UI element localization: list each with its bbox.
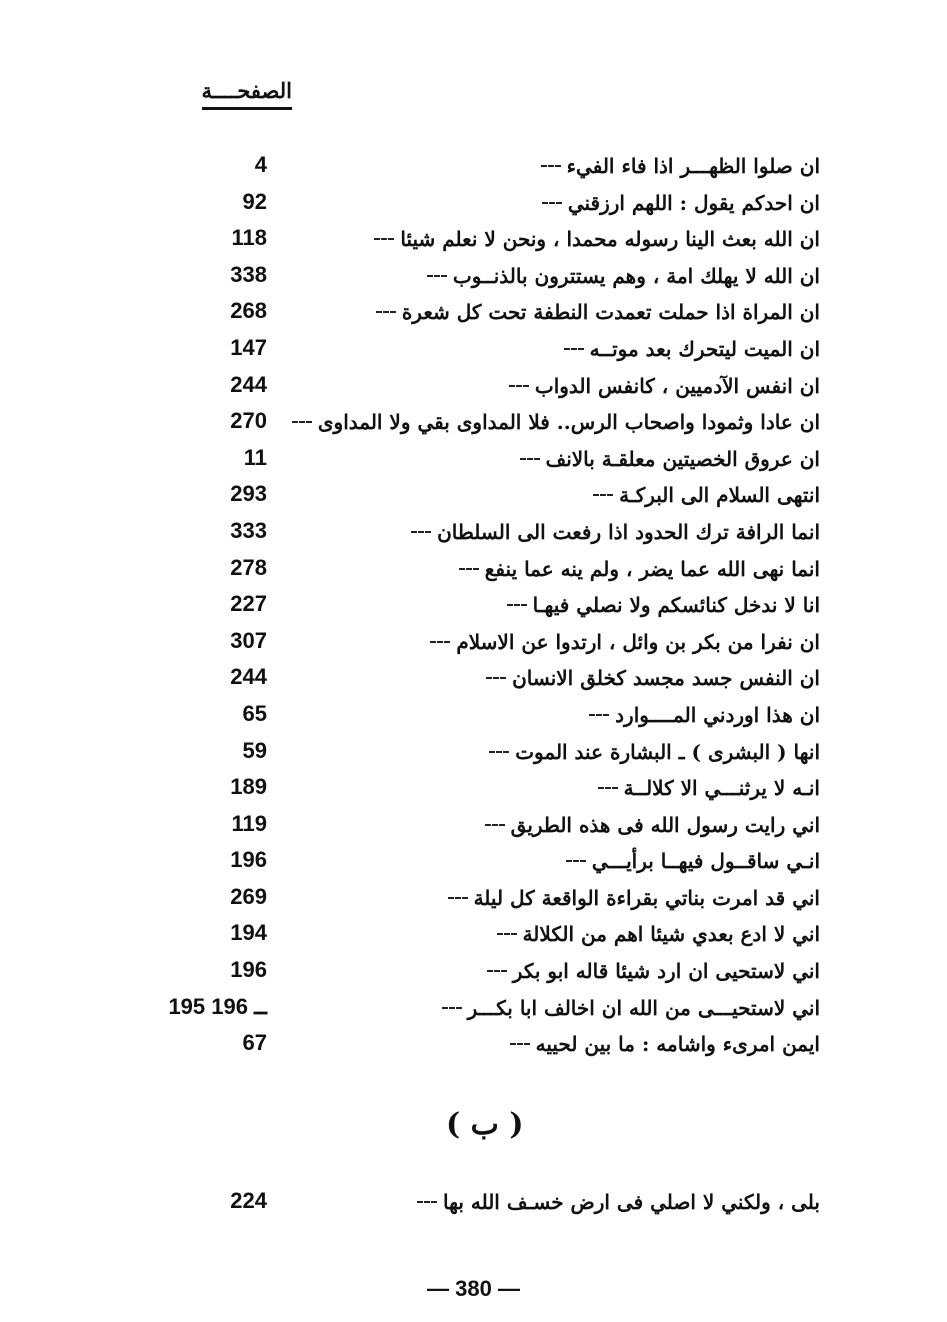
dash-leader [489,751,509,753]
index-entry [542,191,820,215]
index-entry-row [130,555,820,592]
entry-page-number: 338 [230,261,267,287]
entry-text: اني رايت رسول الله فى هذه الطريق [510,812,820,837]
entry-text: انا لا ندخل كنائسكم ولا نصلي فيهـا [532,593,820,618]
dash-leader [510,1043,530,1045]
index-entry-row [130,518,820,555]
index-entry-row [130,591,820,628]
index-entry-row [130,445,820,482]
index-entry-row [130,738,820,775]
dash-leader [448,897,468,899]
index-entry-row [130,994,820,1031]
section-letter-ba: ( ب ) [446,1107,524,1142]
entry-text: ان احدكم يقول : اللهم ارزقني [567,190,820,215]
index-entry-row [130,884,820,921]
entry-text: بلى ، ولكني لا اصلي فى ارض خسـف الله بها [443,1190,820,1214]
entry-page-number: 147 [230,334,267,360]
entry-text: انتهى السلام الى البركـة [619,483,820,508]
entry-page-number: 227 [230,591,267,617]
index-entry-row [130,628,820,665]
dash-leader [485,824,505,826]
index-entry-row [130,1030,820,1067]
entry-page-number: 270 [230,408,267,434]
index-entry-row [130,481,820,518]
dash-leader [292,421,312,423]
entry-text: انـه لا يرثنـــي الا كلالــة [623,776,820,801]
dash-leader [564,348,584,350]
entry-page-number: 65 [242,700,267,726]
dash-leader [598,787,618,789]
entry-page-number: 269 [230,883,267,909]
entry-page-number: 118 [231,225,267,251]
dash-leader [497,933,517,935]
index-entry [442,996,820,1020]
entry-page-number: 278 [230,554,267,580]
entry-page-number: 224 [230,1188,267,1213]
index-entry [593,483,820,507]
index-entry [485,813,820,837]
entry-text: ان الله لا يهلك امة ، وهم يستترون بالذنــوب [452,263,820,288]
page-number-footer: — 380 — [427,1276,520,1301]
entry-page-number: 244 [230,371,267,397]
dash-leader [589,714,609,716]
index-entry [430,630,820,654]
index-entry [520,447,821,471]
entry-page-number: 4 [254,152,267,177]
index-entry-row [130,664,820,701]
entry-text: ايمن امرىء واشامه : ما بين لحييه [535,1032,820,1057]
entry-text: انما الرافة ترك الحدود اذا رفعت الى السلطان [437,519,820,544]
entry-page-number: 244 [230,664,267,690]
entry-text: ان عروق الخصيتين معلقـة بالانف [545,446,820,471]
index-entry [411,520,820,544]
entry-text: ان الميت ليتحرك بعد موتــه [589,336,820,361]
entry-text: اني لاستحيى ان ارد شيئا قاله ابو بكر [512,959,820,984]
entry-text: ان صلوا الظهـــر اذا فاء الفيء [566,154,820,178]
dash-leader [442,1007,462,1009]
index-entry-row [130,189,820,226]
entry-page-number: 307 [230,627,267,653]
index-entry [292,410,820,434]
dash-leader [411,531,431,533]
dash-leader [487,970,507,972]
entry-text: ان هذا اوردني المــــوارد [615,702,820,727]
dash-leader [374,238,394,240]
entry-page-number: 268 [230,298,267,324]
index-entry-row [130,774,820,811]
index-entry-row [130,957,820,994]
dash-leader [520,458,540,460]
dash-leader [541,165,561,167]
entry-text: ان نفرا من بكر بن وائل ، ارتدوا عن الاسلام [456,629,820,654]
index-entry [448,886,820,910]
index-entry [497,922,820,946]
entry-text: اني لاستحيـــى من الله ان اخالف ابا بكـــر [467,995,820,1020]
index-list [130,152,820,1067]
entry-page-number: 194 [230,920,267,946]
entry-page-number: 92 [242,188,267,214]
index-entry [541,154,820,178]
page-column-header: الصفحــــة [202,78,293,110]
dash-leader [376,311,396,313]
index-entry [427,264,820,288]
entry-text: ان الله بعث الينا رسوله محمدا ، ونحن لا نعلم شيئا [400,227,820,252]
index-entry-row [130,372,820,409]
index-entry [507,593,820,617]
entry-page-number: 119 [231,810,267,836]
entry-page-number: 196 [230,847,267,873]
entry-page-number: 293 [230,481,267,507]
entry-text: ان المراة اذا حملت تعمدت النطفة تحت كل شعرة [401,300,820,325]
entry-text: اني قد امرت بناتي بقراءة الواقعة كل ليلة [473,885,820,910]
dash-leader [427,275,447,277]
index-entry-row [130,847,820,884]
index-entry [487,959,820,983]
entry-text: انـي ساقــول فيهــا برأيـــي [591,849,820,874]
dash-leader [459,568,479,570]
index-entry [564,337,820,361]
index-entry [566,849,820,873]
dash-leader [593,494,613,496]
entry-text: ان عادا وثمودا واصحاب الرس.. فلا المداوى بقي ولا المداوى [317,410,820,435]
entry-page-number: 196 [230,957,267,983]
entry-page-number: 67 [242,1030,267,1056]
index-entry [376,300,820,324]
index-entry [598,776,820,800]
dash-leader [486,677,506,679]
dash-leader [417,1201,437,1203]
dash-leader [430,641,450,643]
entry-page-number: 59 [242,737,267,763]
dash-leader [542,202,562,204]
dash-leader [509,385,529,387]
index-entry [509,374,820,398]
section-index-list [130,1188,820,1225]
index-entry [510,1032,820,1056]
entry-text: ان النفس جسد مجسد كخلق الانسان [512,666,820,691]
entry-page-number: 333 [230,517,267,543]
index-entry [489,740,820,764]
index-entry [374,227,820,251]
index-entry-row [130,920,820,957]
index-entry [589,703,820,727]
dash-leader [507,604,527,606]
index-entry-row [130,262,820,299]
index-entry-row [130,701,820,738]
entry-text: انها ( البشرى ) ـ البشارة عند الموت [515,739,820,764]
entry-text: ان انفس الآدميين ، كانفس الدواب [534,373,820,398]
entry-text: انما نهى الله عما يضر ، ولم ينه عما ينفع [484,556,820,581]
entry-text: اني لا ادع بعدي شيئا اهم من الكلالة [522,922,820,947]
index-entry [459,557,820,581]
index-entry-row [130,1188,820,1225]
index-entry [417,1190,820,1214]
index-entry-row [130,225,820,262]
entry-page-number: 11 [243,444,267,470]
index-entry [486,666,820,690]
index-entry-row [130,298,820,335]
index-entry-row [130,811,820,848]
index-entry-row [130,335,820,372]
entry-page-number: 189 [230,774,267,800]
entry-page-number: 195 ــ 196 [168,993,267,1019]
dash-leader [566,860,586,862]
index-entry-row [130,408,820,445]
index-entry-row [130,152,820,189]
